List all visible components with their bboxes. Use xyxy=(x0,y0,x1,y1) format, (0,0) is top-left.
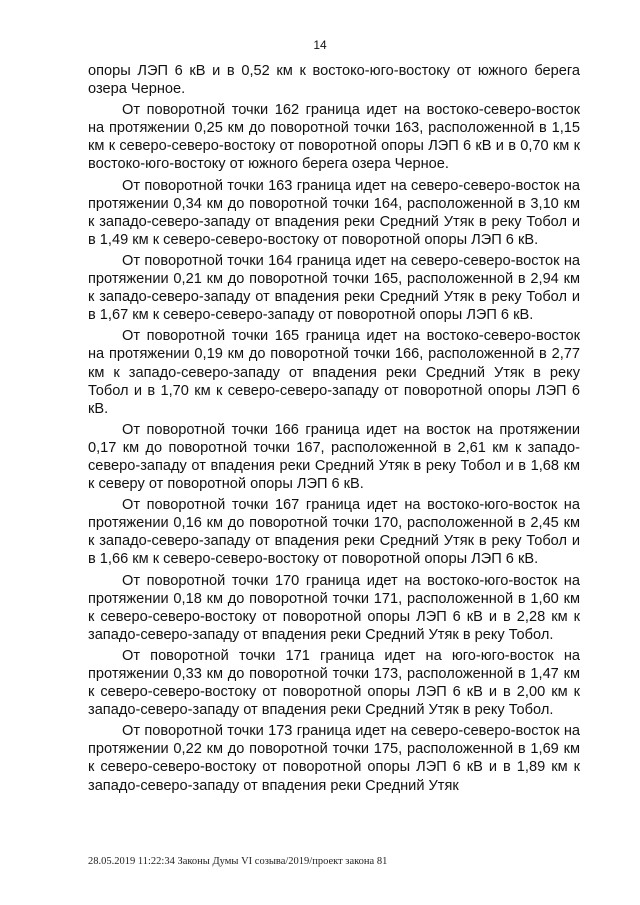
paragraph-9: От поворотной точки 171 граница идет на юго-юго-восток на протяжении 0,33 км до поворотной точки 173, расположенной в 1,47 км к северо-северо-востоку от поворотной опоры ЛЭП 6 кВ и в 2,00 км к западо-северо-западу от впадения реки Средний Утяк в реку Тобол. xyxy=(88,647,580,719)
paragraph-7: От поворотной точки 167 граница идет на востоко-юго-восток на протяжении 0,16 км до поворотной точки 170, расположенной в 2,45 км к западо-северо-западу от впадения реки Средний Утяк в реку Тобол и в 1,66 км к северо-северо-востоку от поворотной опоры ЛЭП 6 кВ. xyxy=(88,497,580,568)
paragraph-3: От поворотной точки 163 граница идет на северо-северо-восток на протяжении 0,34 км до поворотной точки 164, расположенной в 3,10 км к западо-северо-западу от впадения реки Средний Утяк в реку Тобол и в 1,49 км к северо-северо-востоку от поворотной опоры ЛЭП 6 кВ. xyxy=(88,177,580,248)
paragraph-5: От поворотной точки 165 граница идет на востоко-северо-восток на протяжении 0,19 км до поворотной точки 166, расположенной в 2,77 км к западо-северо-западу от впадения реки Средний Утяк в реку Тобол и в 1,70 км к северо-северо-западу от поворотной опоры ЛЭП 6 кВ. xyxy=(88,328,580,417)
document-footer: 28.05.2019 11:22:34 Законы Думы VI созыва/2019/проект закона 81 xyxy=(88,856,388,867)
paragraph-8: От поворотной точки 170 граница идет на востоко-юго-восток на протяжении 0,18 км до поворотной точки 171, расположенной в 1,60 км к северо-северо-востоку от поворотной опоры ЛЭП 6 кВ и в 2,28 км к западо-северо-западу от впадения реки Средний Утяк в реку Тобол. xyxy=(88,572,580,643)
document-body xyxy=(88,62,580,798)
paragraph-2: От поворотной точки 162 граница идет на востоко-северо-восток на протяжении 0,25 км до поворотной точки 163, расположенной в 1,15 км к северо-северо-востоку от поворотной опоры ЛЭП 6 кВ и в 0,70 км к востоко-юго-востоку от южного берега озера Черное. xyxy=(88,102,580,173)
paragraph-10: От поворотной точки 173 граница идет на северо-северо-восток на протяжении 0,22 км до поворотной точки 175, расположенной в 1,69 км к северо-северо-востоку от поворотной опоры ЛЭП 6 кВ и в 1,89 км к западо-северо-западу от впадения реки Средний Утяк xyxy=(88,723,580,794)
paragraph-1: опоры ЛЭП 6 кВ и в 0,52 км к востоко-юго-востоку от южного берега озера Черное. xyxy=(88,63,580,98)
paragraph-6: От поворотной точки 166 граница идет на восток на протяжении 0,17 км до поворотной точки 167, расположенной в 2,61 км к западо-северо-западу от впадения реки Средний Утяк в реку Тобол и в 1,68 км к северу от поворотной опоры ЛЭП 6 кВ. xyxy=(88,421,580,493)
page-number: 14 xyxy=(313,38,327,52)
paragraph-4: От поворотной точки 164 граница идет на северо-северо-восток на протяжении 0,21 км до поворотной точки 165, расположенной в 2,94 км к западо-северо-западу от впадения реки Средний Утяк в реку Тобол и в 1,67 км к северо-северо-западу от поворотной опоры ЛЭП 6 кВ. xyxy=(88,252,580,324)
